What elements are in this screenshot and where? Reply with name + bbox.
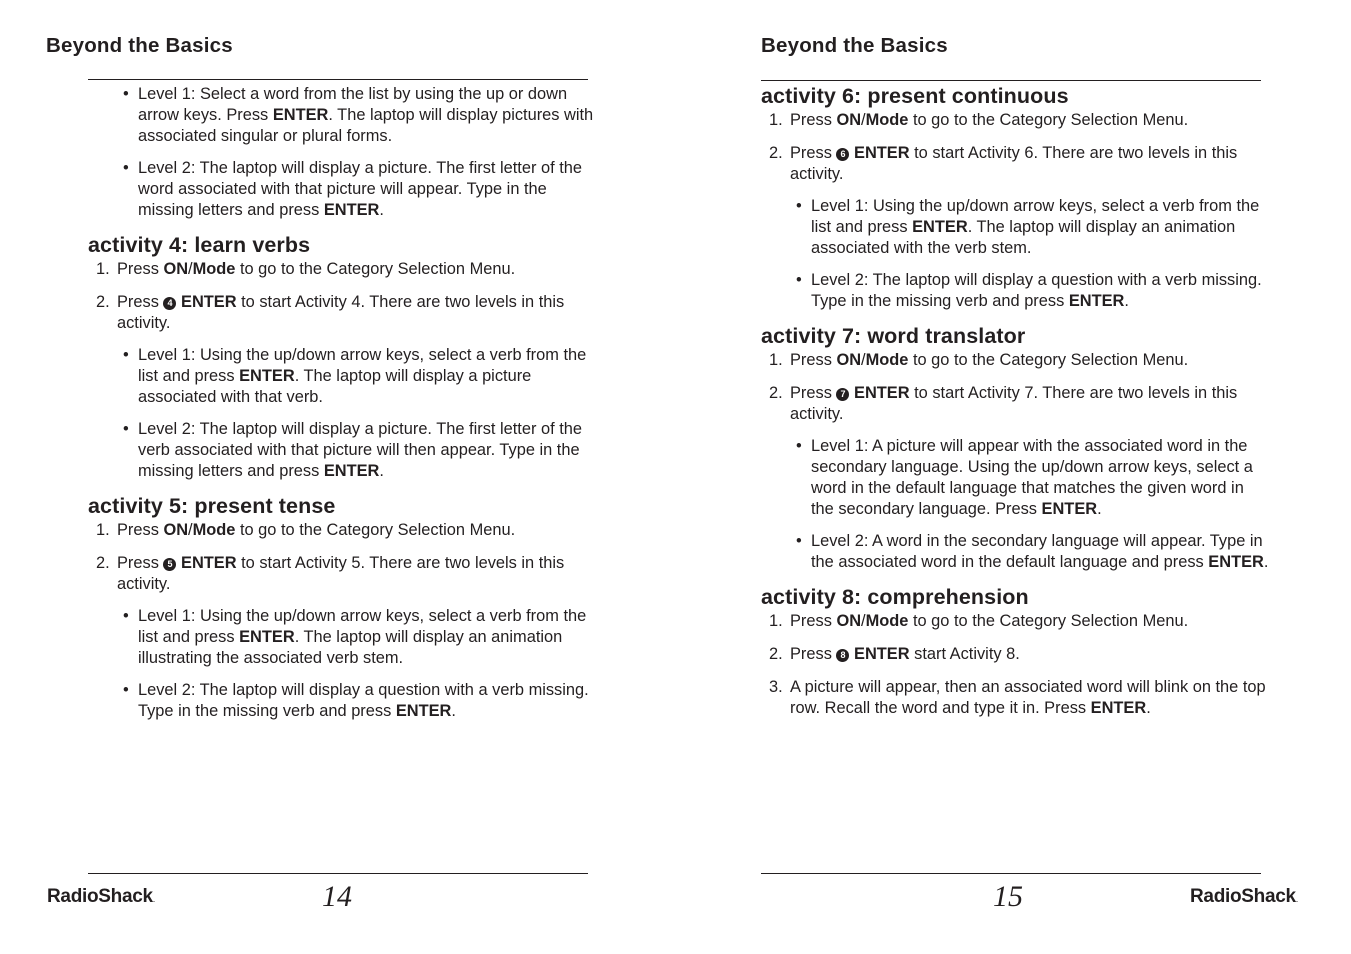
text-run: Press xyxy=(790,645,837,663)
activity-heading: activity 6: present continuous xyxy=(761,84,1069,108)
text-run: . xyxy=(1124,292,1129,310)
bullet-marker: • xyxy=(796,532,802,550)
key-label: ENTER xyxy=(854,645,910,663)
text-run: Press xyxy=(790,111,837,129)
level-bullet xyxy=(88,606,598,669)
text-run: Press xyxy=(790,384,837,402)
text-run: . xyxy=(379,201,384,219)
key-number-icon: 5 xyxy=(163,558,176,571)
text-run: to go to the Category Selection Menu. xyxy=(235,521,516,539)
level-bullet xyxy=(761,270,1271,312)
numbered-step xyxy=(761,110,1271,131)
bullet-marker: • xyxy=(123,681,129,699)
level-bullet xyxy=(761,196,1271,259)
level-bullet xyxy=(88,158,598,221)
page-number: 15 xyxy=(993,880,1023,913)
bullet-marker: • xyxy=(796,437,802,455)
step-number: 1. xyxy=(769,351,783,369)
key-label: ON xyxy=(836,351,862,369)
key-number-icon: 4 xyxy=(163,297,176,310)
text-run: . The laptop will display a picture associated with that verb. xyxy=(138,367,532,406)
numbered-step xyxy=(88,259,598,280)
step-number: 1. xyxy=(769,111,783,129)
level-bullet xyxy=(88,345,598,408)
key-label: ENTER xyxy=(272,106,329,124)
numbered-step xyxy=(761,350,1271,371)
text-run: Press xyxy=(790,144,837,162)
key-label: ON xyxy=(836,612,862,630)
spacer xyxy=(88,482,598,493)
text-run: to start Activity 4. There are two levels in this activity. xyxy=(117,293,565,332)
footer-rule xyxy=(761,873,1261,874)
activity-heading: activity 5: present tense xyxy=(88,494,336,518)
key-label: ENTER xyxy=(239,628,295,646)
header-rule xyxy=(88,79,588,80)
numbered-step xyxy=(88,553,598,595)
numbered-step xyxy=(761,383,1271,425)
bullet-marker: • xyxy=(796,197,802,215)
key-label: ENTER xyxy=(1041,500,1098,518)
numbered-step xyxy=(761,143,1271,185)
text-run: / xyxy=(188,521,193,539)
key-label: ENTER xyxy=(1068,292,1125,310)
key-label: ENTER xyxy=(854,144,910,162)
text-run: A picture will appear, then an associated word will blink on the top row. Recall the word and type it in. Press xyxy=(790,678,1266,717)
text-run: Level 2: The laptop will display a picture. The first letter of the verb associated with that picture will then appear. Type in the missing letters and press xyxy=(138,420,582,480)
step-number: 1. xyxy=(96,521,110,539)
running-header: Beyond the Basics xyxy=(46,34,233,57)
text-run: . xyxy=(379,462,384,480)
text-run: Level 2: A word in the secondary language will appear. Type in the associated word in the default language and press xyxy=(811,532,1263,571)
text-run: Level 2: The laptop will display a picture. The first letter of the word associated with that picture will appear. Type in the missing letters and press xyxy=(138,159,582,219)
text-run: . xyxy=(1263,553,1269,571)
text-run: start Activity 8. xyxy=(909,645,1020,663)
radioshack-logo: RadioShack. xyxy=(1190,886,1298,907)
step-number: 2. xyxy=(769,144,783,162)
text-run: . The laptop will display an animation associated with the verb stem. xyxy=(811,218,1236,257)
key-label: Mode xyxy=(865,351,909,369)
key-label: ENTER xyxy=(323,462,380,480)
key-label: ENTER xyxy=(854,384,910,402)
page-content xyxy=(761,83,1271,719)
level-bullet xyxy=(88,680,598,722)
step-number: 1. xyxy=(96,260,110,278)
text-run: to go to the Category Selection Menu. xyxy=(235,260,516,278)
numbered-step xyxy=(88,520,598,541)
key-label: ENTER xyxy=(323,201,380,219)
key-number-icon: 7 xyxy=(836,388,849,401)
key-label: ENTER xyxy=(181,554,237,572)
text-run: to start Activity 7. There are two levels in this activity. xyxy=(790,384,1238,423)
text-run: Press xyxy=(117,521,164,539)
text-run: Press xyxy=(117,293,164,311)
text-run: to go to the Category Selection Menu. xyxy=(908,612,1189,630)
text-run: / xyxy=(188,260,193,278)
bullet-marker: • xyxy=(123,159,129,177)
numbered-step xyxy=(88,292,598,334)
spacer xyxy=(761,573,1271,584)
text-run: . xyxy=(1097,500,1102,518)
text-run: to go to the Category Selection Menu. xyxy=(908,351,1189,369)
step-number: 2. xyxy=(96,554,110,572)
text-run: to start Activity 5. There are two levels in this activity. xyxy=(117,554,565,593)
key-number-icon: 6 xyxy=(836,148,849,161)
text-run: Level 1: Using the up/down arrow keys, select a verb from the list and press xyxy=(811,197,1260,236)
spacer xyxy=(761,312,1271,323)
page-15 xyxy=(676,0,1351,954)
key-label: ON xyxy=(163,260,189,278)
key-label: ENTER xyxy=(1090,699,1147,717)
spacer xyxy=(88,221,598,232)
bullet-marker: • xyxy=(123,346,129,364)
key-label: Mode xyxy=(192,260,236,278)
numbered-step xyxy=(761,644,1271,665)
key-label: ENTER xyxy=(395,702,452,720)
key-label: Mode xyxy=(865,612,909,630)
text-run: Level 1: Select a word from the list by using the up or down arrow keys. Press xyxy=(138,85,568,124)
bullet-marker: • xyxy=(123,607,129,625)
step-number: 2. xyxy=(769,384,783,402)
key-number-icon: 8 xyxy=(836,649,849,662)
text-run: / xyxy=(861,111,866,129)
key-label: ON xyxy=(836,111,862,129)
footer-rule xyxy=(88,873,588,874)
text-run: Press xyxy=(790,612,837,630)
text-run: Level 1: Using the up/down arrow keys, select a verb from the list and press xyxy=(138,607,587,646)
radioshack-logo: RadioShack. xyxy=(47,886,155,907)
text-run: . xyxy=(451,702,456,720)
text-run: Press xyxy=(117,554,164,572)
level-bullet xyxy=(88,419,598,482)
bullet-marker: • xyxy=(123,420,129,438)
key-label: ENTER xyxy=(912,218,968,236)
text-run: Press xyxy=(790,351,837,369)
text-run: Level 1: A picture will appear with the associated word in the secondary language. Using the up/down arrow keys, select a word in the default language that matches the given word in the secondary language. Press xyxy=(811,437,1253,518)
running-header: Beyond the Basics xyxy=(761,34,948,57)
text-run: to go to the Category Selection Menu. xyxy=(908,111,1189,129)
bullet-marker: • xyxy=(123,85,129,103)
activity-heading: activity 7: word translator xyxy=(761,324,1026,348)
key-label: ON xyxy=(163,521,189,539)
level-bullet xyxy=(761,436,1271,520)
key-label: Mode xyxy=(192,521,236,539)
text-run: . The laptop will display an animation illustrating the associated verb stem. xyxy=(138,628,563,667)
activity-heading: activity 8: comprehension xyxy=(761,585,1029,609)
page-number: 14 xyxy=(322,880,352,913)
numbered-step xyxy=(761,677,1271,719)
text-run: / xyxy=(861,612,866,630)
text-run: Level 2: The laptop will display a question with a verb missing. Type in the missing verb and press xyxy=(138,681,589,720)
text-run: . xyxy=(1146,699,1151,717)
step-number: 2. xyxy=(769,645,783,663)
step-number: 1. xyxy=(769,612,783,630)
text-run: Level 2: The laptop will display a question with a verb missing. Type in the missing verb and press xyxy=(811,271,1262,310)
text-run: . The laptop will display pictures with associated singular or plural forms. xyxy=(138,106,594,145)
key-label: Mode xyxy=(865,111,909,129)
numbered-step xyxy=(761,611,1271,632)
header-rule xyxy=(761,80,1261,81)
activity-heading: activity 4: learn verbs xyxy=(88,233,311,257)
text-run: Press xyxy=(117,260,164,278)
text-run: / xyxy=(861,351,866,369)
key-label: ENTER xyxy=(1208,553,1264,571)
level-bullet xyxy=(88,84,598,147)
key-label: ENTER xyxy=(181,293,237,311)
page-content xyxy=(88,84,598,722)
step-number: 2. xyxy=(96,293,110,311)
text-run: Level 1: Using the up/down arrow keys, select a verb from the list and press xyxy=(138,346,587,385)
key-label: ENTER xyxy=(239,367,295,385)
bullet-marker: • xyxy=(796,271,802,289)
text-run: to start Activity 6. There are two levels in this activity. xyxy=(790,144,1238,183)
level-bullet xyxy=(761,531,1271,573)
step-number: 3. xyxy=(769,678,783,696)
